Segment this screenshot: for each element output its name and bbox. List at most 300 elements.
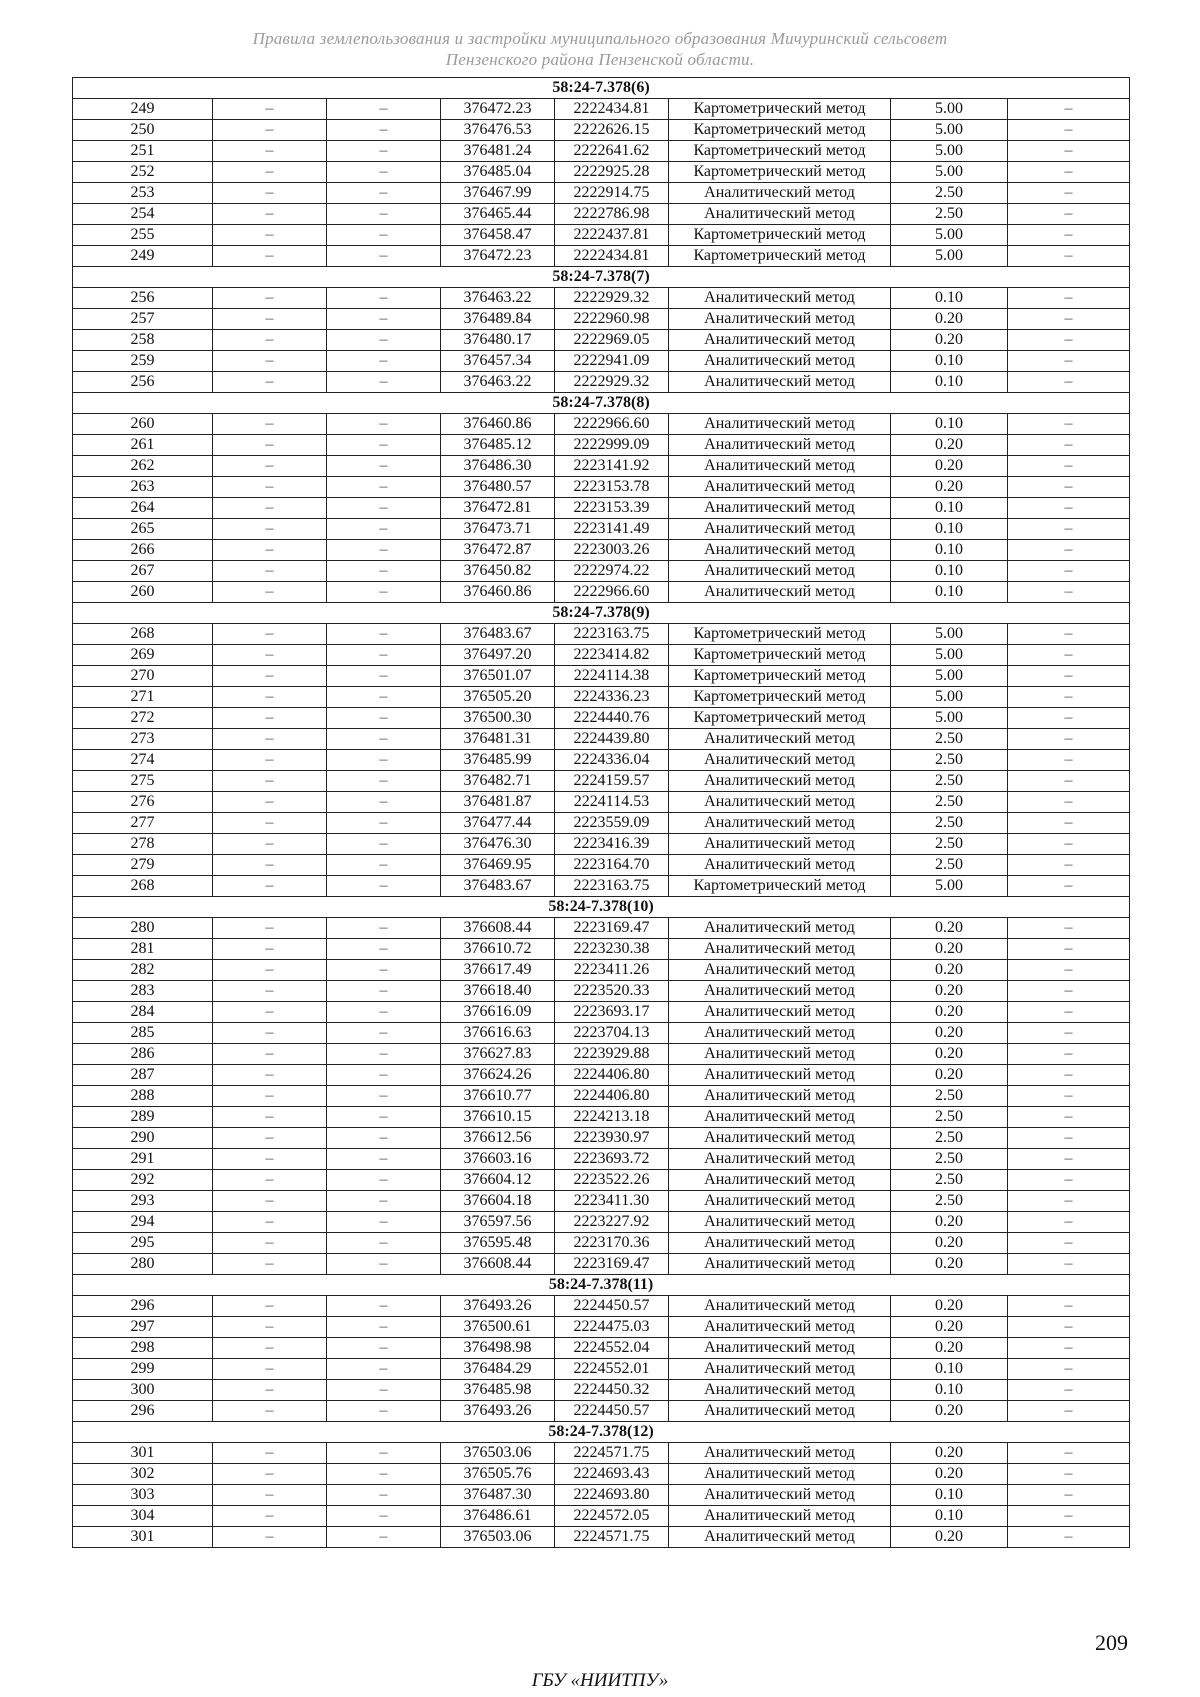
table-row <box>73 351 1130 372</box>
table-cell: – <box>327 1464 441 1485</box>
table-row <box>73 519 1130 540</box>
table-cell: Аналитический метод <box>669 1023 891 1044</box>
table-cell: 5.00 <box>891 162 1008 183</box>
section-title: 58:24-7.378(7) <box>73 267 1130 288</box>
table-cell: – <box>213 918 327 939</box>
table-cell: – <box>327 960 441 981</box>
table-cell: 376482.71 <box>441 771 555 792</box>
table-cell: Аналитический метод <box>669 1191 891 1212</box>
table-cell: – <box>1008 372 1130 393</box>
table-cell: 287 <box>73 1065 213 1086</box>
table-cell: – <box>213 561 327 582</box>
section-header-row <box>73 393 1130 414</box>
table-cell: Аналитический метод <box>669 1506 891 1527</box>
table-cell: 2223230.38 <box>555 939 669 960</box>
table-cell: 2223411.26 <box>555 960 669 981</box>
table-cell: 259 <box>73 351 213 372</box>
table-cell: 301 <box>73 1527 213 1548</box>
table-cell: – <box>213 435 327 456</box>
table-cell: 0.20 <box>891 477 1008 498</box>
table-cell: 2224571.75 <box>555 1443 669 1464</box>
table-cell: 279 <box>73 855 213 876</box>
table-cell: Аналитический метод <box>669 1401 891 1422</box>
table-cell: 281 <box>73 939 213 960</box>
table-cell: 2224572.05 <box>555 1506 669 1527</box>
table-cell: 376481.31 <box>441 729 555 750</box>
table-cell: 5.00 <box>891 876 1008 897</box>
table-cell: – <box>327 1527 441 1548</box>
table-cell: – <box>213 1233 327 1254</box>
table-cell: 376483.67 <box>441 876 555 897</box>
table-cell: 297 <box>73 1317 213 1338</box>
table-cell: 2223559.09 <box>555 813 669 834</box>
table-cell: – <box>327 1401 441 1422</box>
table-cell: – <box>213 1464 327 1485</box>
table-row <box>73 960 1130 981</box>
table-cell: 273 <box>73 729 213 750</box>
section-title: 58:24-7.378(9) <box>73 603 1130 624</box>
table-cell: 2224450.57 <box>555 1296 669 1317</box>
table-cell: 0.10 <box>891 582 1008 603</box>
table-cell: – <box>213 288 327 309</box>
table-cell: 2224213.18 <box>555 1107 669 1128</box>
table-row <box>73 1338 1130 1359</box>
table-cell: – <box>213 1023 327 1044</box>
table-cell: Картометрический метод <box>669 666 891 687</box>
table-cell: – <box>327 1359 441 1380</box>
table-cell: 376610.15 <box>441 1107 555 1128</box>
table-cell: 376457.34 <box>441 351 555 372</box>
table-cell: 267 <box>73 561 213 582</box>
table-cell: 376616.09 <box>441 1002 555 1023</box>
table-cell: 376503.06 <box>441 1443 555 1464</box>
table-cell: 376604.18 <box>441 1191 555 1212</box>
table-cell: 296 <box>73 1401 213 1422</box>
table-cell: Аналитический метод <box>669 1086 891 1107</box>
table-cell: – <box>1008 204 1130 225</box>
table-cell: 5.00 <box>891 120 1008 141</box>
table-cell: 254 <box>73 204 213 225</box>
table-cell: Картометрический метод <box>669 162 891 183</box>
table-cell: – <box>327 372 441 393</box>
table-cell: – <box>1008 939 1130 960</box>
table-cell: Картометрический метод <box>669 246 891 267</box>
table-row <box>73 876 1130 897</box>
table-cell: 2222999.09 <box>555 435 669 456</box>
table-cell: Аналитический метод <box>669 1107 891 1128</box>
table-cell: 295 <box>73 1233 213 1254</box>
table-cell: Картометрический метод <box>669 225 891 246</box>
table-cell: 0.10 <box>891 1359 1008 1380</box>
table-cell: 376503.06 <box>441 1527 555 1548</box>
table-cell: 2222929.32 <box>555 372 669 393</box>
table-cell: 2223153.78 <box>555 477 669 498</box>
table-cell: Аналитический метод <box>669 309 891 330</box>
table-cell: Аналитический метод <box>669 1149 891 1170</box>
table-cell: 2.50 <box>891 1107 1008 1128</box>
table-cell: – <box>213 729 327 750</box>
table-cell: Аналитический метод <box>669 414 891 435</box>
table-cell: 2223411.30 <box>555 1191 669 1212</box>
table-cell: – <box>1008 1443 1130 1464</box>
table-cell: Аналитический метод <box>669 729 891 750</box>
table-cell: – <box>1008 141 1130 162</box>
table-cell: 2.50 <box>891 792 1008 813</box>
table-cell: Картометрический метод <box>669 99 891 120</box>
table-row <box>73 309 1130 330</box>
table-cell: 268 <box>73 624 213 645</box>
table-cell: 376472.23 <box>441 246 555 267</box>
table-cell: – <box>327 771 441 792</box>
table-cell: 5.00 <box>891 666 1008 687</box>
table-cell: – <box>1008 1128 1130 1149</box>
table-cell: 376493.26 <box>441 1401 555 1422</box>
table-cell: – <box>1008 645 1130 666</box>
table-cell: 0.10 <box>891 519 1008 540</box>
table-cell: 0.10 <box>891 372 1008 393</box>
table-cell: – <box>213 540 327 561</box>
table-row <box>73 435 1130 456</box>
table-cell: – <box>1008 435 1130 456</box>
table-cell: Аналитический метод <box>669 1296 891 1317</box>
table-cell: – <box>1008 1170 1130 1191</box>
table-cell: 376465.44 <box>441 204 555 225</box>
table-cell: Аналитический метод <box>669 519 891 540</box>
table-cell: – <box>213 246 327 267</box>
table-cell: – <box>213 309 327 330</box>
table-cell: – <box>1008 1002 1130 1023</box>
table-cell: – <box>1008 1338 1130 1359</box>
table-cell: – <box>213 834 327 855</box>
table-row <box>73 666 1130 687</box>
table-cell: – <box>327 582 441 603</box>
table-row <box>73 1170 1130 1191</box>
table-cell: – <box>327 939 441 960</box>
table-cell: Аналитический метод <box>669 1485 891 1506</box>
table-cell: – <box>327 1212 441 1233</box>
table-cell: 376473.71 <box>441 519 555 540</box>
table-cell: 0.20 <box>891 456 1008 477</box>
section-header-row <box>73 603 1130 624</box>
table-cell: Аналитический метод <box>669 204 891 225</box>
table-cell: 2223163.75 <box>555 876 669 897</box>
table-cell: Аналитический метод <box>669 372 891 393</box>
table-cell: – <box>327 309 441 330</box>
table-cell: 2223414.82 <box>555 645 669 666</box>
table-cell: – <box>327 1380 441 1401</box>
table-cell: – <box>213 1401 327 1422</box>
table-cell: 376476.53 <box>441 120 555 141</box>
table-cell: – <box>1008 540 1130 561</box>
table-cell: 0.20 <box>891 1317 1008 1338</box>
table-cell: 2224693.43 <box>555 1464 669 1485</box>
table-cell: 376617.49 <box>441 960 555 981</box>
table-cell: 0.10 <box>891 1506 1008 1527</box>
table-cell: 2224475.03 <box>555 1317 669 1338</box>
table-cell: – <box>1008 1254 1130 1275</box>
table-cell: Аналитический метод <box>669 1359 891 1380</box>
table-cell: 261 <box>73 435 213 456</box>
table-cell: 268 <box>73 876 213 897</box>
table-cell: 2.50 <box>891 1086 1008 1107</box>
table-cell: Аналитический метод <box>669 1065 891 1086</box>
table-row <box>73 288 1130 309</box>
table-cell: 284 <box>73 1002 213 1023</box>
table-cell: – <box>213 1338 327 1359</box>
table-cell: – <box>1008 855 1130 876</box>
table-cell: – <box>1008 288 1130 309</box>
table-cell: – <box>1008 414 1130 435</box>
table-cell: – <box>327 918 441 939</box>
table-cell: – <box>1008 519 1130 540</box>
table-cell: – <box>327 708 441 729</box>
table-cell: 263 <box>73 477 213 498</box>
table-cell: – <box>213 1086 327 1107</box>
table-cell: – <box>327 792 441 813</box>
table-cell: – <box>1008 624 1130 645</box>
table-cell: 2.50 <box>891 771 1008 792</box>
table-cell: – <box>213 477 327 498</box>
section-title: 58:24-7.378(12) <box>73 1422 1130 1443</box>
table-cell: – <box>327 1506 441 1527</box>
table-cell: – <box>213 99 327 120</box>
table-cell: 0.20 <box>891 939 1008 960</box>
table-cell: 265 <box>73 519 213 540</box>
table-cell: 0.20 <box>891 1296 1008 1317</box>
document-header <box>0 28 1200 70</box>
table-cell: 0.20 <box>891 1443 1008 1464</box>
table-cell: 2224693.80 <box>555 1485 669 1506</box>
table-cell: 5.00 <box>891 645 1008 666</box>
table-row <box>73 414 1130 435</box>
table-cell: Аналитический метод <box>669 750 891 771</box>
table-cell: – <box>327 1044 441 1065</box>
table-cell: 376608.44 <box>441 918 555 939</box>
header-line-2: Пензенского района Пензенской области. <box>445 50 755 69</box>
table-cell: – <box>1008 1107 1130 1128</box>
table-cell: 0.10 <box>891 1380 1008 1401</box>
table-cell: – <box>213 960 327 981</box>
coordinates-table-body <box>73 78 1130 1548</box>
table-cell: 269 <box>73 645 213 666</box>
table-cell: 304 <box>73 1506 213 1527</box>
table-cell: 258 <box>73 330 213 351</box>
table-cell: – <box>327 1191 441 1212</box>
section-title: 58:24-7.378(8) <box>73 393 1130 414</box>
table-cell: – <box>213 1506 327 1527</box>
section-title: 58:24-7.378(6) <box>73 78 1130 99</box>
table-cell: 376458.47 <box>441 225 555 246</box>
table-row <box>73 498 1130 519</box>
table-cell: 260 <box>73 582 213 603</box>
table-cell: 5.00 <box>891 99 1008 120</box>
table-cell: – <box>327 1233 441 1254</box>
table-cell: – <box>327 540 441 561</box>
table-cell: 262 <box>73 456 213 477</box>
table-cell: 2223416.39 <box>555 834 669 855</box>
table-cell: – <box>327 1149 441 1170</box>
table-cell: 2.50 <box>891 1128 1008 1149</box>
table-cell: – <box>327 645 441 666</box>
table-cell: 376476.30 <box>441 834 555 855</box>
table-cell: 280 <box>73 918 213 939</box>
table-row <box>73 204 1130 225</box>
table-cell: 2222969.05 <box>555 330 669 351</box>
table-cell: Аналитический метод <box>669 1464 891 1485</box>
table-cell: 376618.40 <box>441 981 555 1002</box>
table-cell: 0.20 <box>891 1464 1008 1485</box>
table-row <box>73 813 1130 834</box>
table-cell: – <box>1008 1485 1130 1506</box>
table-cell: 2.50 <box>891 855 1008 876</box>
table-cell: 2223163.75 <box>555 624 669 645</box>
table-cell: 2.50 <box>891 813 1008 834</box>
table-cell: – <box>213 687 327 708</box>
table-cell: 253 <box>73 183 213 204</box>
table-cell: 264 <box>73 498 213 519</box>
table-cell: – <box>1008 330 1130 351</box>
table-cell: 2222929.32 <box>555 288 669 309</box>
table-row <box>73 141 1130 162</box>
table-cell: – <box>213 372 327 393</box>
table-cell: – <box>1008 1044 1130 1065</box>
table-cell: 376480.57 <box>441 477 555 498</box>
table-cell: 2222641.62 <box>555 141 669 162</box>
table-cell: 302 <box>73 1464 213 1485</box>
table-cell: 0.20 <box>891 1254 1008 1275</box>
table-cell: 5.00 <box>891 141 1008 162</box>
table-cell: – <box>1008 498 1130 519</box>
table-cell: – <box>213 498 327 519</box>
table-cell: 0.20 <box>891 1527 1008 1548</box>
table-cell: 255 <box>73 225 213 246</box>
table-cell: 2224571.75 <box>555 1527 669 1548</box>
table-cell: 2224114.53 <box>555 792 669 813</box>
table-cell: – <box>213 1443 327 1464</box>
table-cell: Картометрический метод <box>669 687 891 708</box>
table-cell: – <box>327 183 441 204</box>
table-row <box>73 771 1130 792</box>
table-cell: 294 <box>73 1212 213 1233</box>
table-cell: – <box>327 435 441 456</box>
table-row <box>73 477 1130 498</box>
table-cell: 282 <box>73 960 213 981</box>
table-cell: 0.10 <box>891 561 1008 582</box>
table-cell: 376484.29 <box>441 1359 555 1380</box>
table-cell: 376485.98 <box>441 1380 555 1401</box>
table-row <box>73 1212 1130 1233</box>
table-cell: Аналитический метод <box>669 582 891 603</box>
table-row <box>73 645 1130 666</box>
table-cell: Аналитический метод <box>669 330 891 351</box>
table-cell: – <box>327 1254 441 1275</box>
table-cell: Аналитический метод <box>669 1443 891 1464</box>
table-cell: – <box>213 1485 327 1506</box>
table-cell: 376450.82 <box>441 561 555 582</box>
table-cell: 376595.48 <box>441 1233 555 1254</box>
table-cell: 256 <box>73 372 213 393</box>
table-cell: 0.20 <box>891 918 1008 939</box>
table-row <box>73 1149 1130 1170</box>
table-cell: 2224114.38 <box>555 666 669 687</box>
table-cell: 0.10 <box>891 351 1008 372</box>
table-cell: Аналитический метод <box>669 183 891 204</box>
table-cell: – <box>327 1296 441 1317</box>
header-line-1: Правила землепользования и застройки муниципального образования Мичуринский сельсовет <box>252 29 948 48</box>
table-cell: 274 <box>73 750 213 771</box>
table-cell: Аналитический метод <box>669 477 891 498</box>
table-cell: 2223693.72 <box>555 1149 669 1170</box>
table-row <box>73 1107 1130 1128</box>
table-cell: Аналитический метод <box>669 498 891 519</box>
table-cell: – <box>213 750 327 771</box>
table-cell: 376627.83 <box>441 1044 555 1065</box>
table-cell: 270 <box>73 666 213 687</box>
table-cell: 266 <box>73 540 213 561</box>
table-cell: – <box>327 456 441 477</box>
table-row <box>73 1380 1130 1401</box>
table-cell: 376486.61 <box>441 1506 555 1527</box>
table-cell: – <box>213 1296 327 1317</box>
table-cell: Аналитический метод <box>669 981 891 1002</box>
table-cell: – <box>1008 99 1130 120</box>
section-title: 58:24-7.378(10) <box>73 897 1130 918</box>
table-cell: – <box>213 351 327 372</box>
table-cell: – <box>213 1359 327 1380</box>
table-cell: 256 <box>73 288 213 309</box>
table-cell: 260 <box>73 414 213 435</box>
table-cell: 376487.30 <box>441 1485 555 1506</box>
table-cell: 376485.99 <box>441 750 555 771</box>
table-cell: – <box>1008 1212 1130 1233</box>
table-row <box>73 225 1130 246</box>
table-cell: 2223930.97 <box>555 1128 669 1149</box>
table-cell: 2224450.32 <box>555 1380 669 1401</box>
table-cell: 376489.84 <box>441 309 555 330</box>
table-cell: Аналитический метод <box>669 435 891 456</box>
table-row <box>73 99 1130 120</box>
table-cell: 303 <box>73 1485 213 1506</box>
table-cell: 2222960.98 <box>555 309 669 330</box>
table-cell: 376485.12 <box>441 435 555 456</box>
table-cell: – <box>327 414 441 435</box>
table-cell: 0.10 <box>891 498 1008 519</box>
table-cell: 376501.07 <box>441 666 555 687</box>
table-cell: 271 <box>73 687 213 708</box>
table-cell: 2223693.17 <box>555 1002 669 1023</box>
table-row <box>73 708 1130 729</box>
table-cell: – <box>213 792 327 813</box>
table-cell: 249 <box>73 246 213 267</box>
table-cell: 296 <box>73 1296 213 1317</box>
table-cell: Аналитический метод <box>669 1044 891 1065</box>
table-row <box>73 330 1130 351</box>
table-cell: – <box>213 1065 327 1086</box>
table-cell: – <box>327 666 441 687</box>
table-cell: – <box>213 1380 327 1401</box>
table-cell: 2.50 <box>891 1170 1008 1191</box>
table-cell: 2222966.60 <box>555 582 669 603</box>
table-cell: – <box>1008 477 1130 498</box>
table-cell: 276 <box>73 792 213 813</box>
table-cell: – <box>213 876 327 897</box>
coordinates-table-container <box>72 77 1129 1548</box>
table-cell: – <box>1008 708 1130 729</box>
table-cell: – <box>327 1128 441 1149</box>
table-row <box>73 981 1130 1002</box>
table-row <box>73 120 1130 141</box>
table-cell: – <box>213 771 327 792</box>
